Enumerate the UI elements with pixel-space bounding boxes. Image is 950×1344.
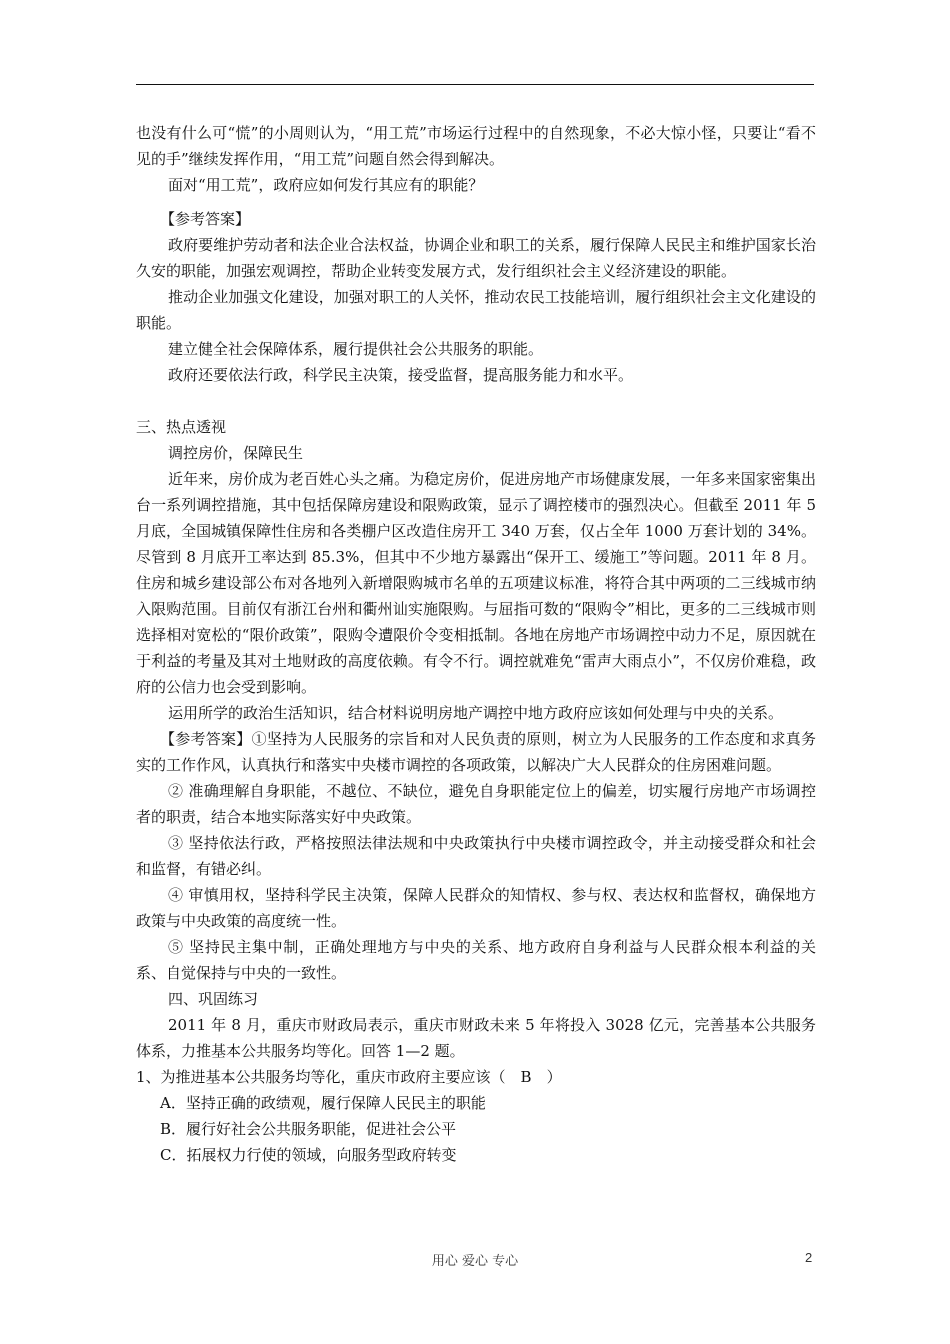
answer-paragraph: 政府还要依法行政，科学民主决策，接受监督，提高服务能力和水平。 xyxy=(168,366,634,384)
section-heading-hotspot: 三、热点透视 xyxy=(136,418,227,436)
answer-paragraph: 推动企业加强文化建设，加强对职工的人关怀，推动农民工技能培训，履行组织社会主文化建设的职能。 xyxy=(136,288,816,332)
page-footer xyxy=(0,1250,950,1270)
page-number: 2 xyxy=(805,1250,813,1265)
question-stem: 1、为推进基本公共服务均等化，重庆市政府主要应该（ B ） xyxy=(136,1068,562,1086)
answer-paragraph: 政府要维护劳动者和法企业合法权益，协调企业和职工的关系，履行保障人民民主和维护国家长治久安的职能，加强宏观调控，帮助企业转变发展方式，发行组织社会主义经济建设的职能。 xyxy=(136,236,816,280)
answer-point-5: ⑤ 坚持民主集中制，正确处理地方与中央的关系、地方政府自身利益与人民群众根本利益的关系、自觉保持与中央的一致性。 xyxy=(136,938,816,982)
answer-paragraph: 建立健全社会保障体系，履行提供社会公共服务的职能。 xyxy=(168,340,544,358)
practice-intro: 2011 年 8 月，重庆市财政局表示，重庆市财政未来 5 年将投入 3028 亿元，完善基本公共服务体系，力推基本公共服务均等化。回答 1—2 题。 xyxy=(136,1016,816,1060)
footer-motto: 用心 爱心 专心 xyxy=(431,1254,519,1269)
option-a: A．坚持正确的政绩观，履行保障人民民主的职能 xyxy=(160,1094,486,1112)
answer-paragraph: 【参考答案】①坚持为人民服务的宗旨和对人民负责的原则，树立为人民服务的工作态度和求真务实的工作作风，认真执行和落实中央楼市调控的各项政策，以解决广大人民群众的住房困难问题。 xyxy=(136,730,816,774)
header-rule xyxy=(136,84,814,85)
answer-point-2: ② 准确理解自身职能，不越位、不缺位，避免自身职能定位上的偏差，切实履行房地产市场调控者的职责，结合本地实际落实好中央政策。 xyxy=(136,782,816,826)
hotspot-title: 调控房价，保障民生 xyxy=(168,444,304,462)
option-b: B．履行好社会公共服务职能，促进社会公平 xyxy=(160,1120,457,1138)
option-c: C．拓展权力行使的领域，向服务型政府转变 xyxy=(160,1146,457,1164)
question-prompt: 面对“用工荒”，政府应如何发行其应有的职能？ xyxy=(168,176,484,194)
material-paragraph: 近年来，房价成为老百姓心头之痛。为稳定房价，促进房地产市场健康发展，一年多来国家密集出台一系列调控措施，其中包括保障房建设和限购政策，显示了调控楼市的强烈决心。但截至 2011 年 5 月底，全国城镇保障性住房和各类棚户区改造住房开工 340 万套，仅占全年 1000 万套计划的 34%。尽管到 8 月底开工率达到 85.3%，但其中不少地方暴露出“保开工、缓施工”等问题。2011 年 8 月。住房和城乡建设部公布对各地列入新增限购城市名单的五项建议标准，将符合其中两项的二三线城市纳入限购范围。目前仅有浙江台州和衢州讪实施限购。与屈指可数的“限购令”相比，更多的二三线城市则选择相对宽松的“限价政策”，限购令遭限价令变相抵制。各地在房地产市场调控中动力不足，原因就在于利益的考量及其对土地财政的高度依赖。有令不行。调控就难免“雷声大雨点小”，不仅房价难稳，政府的公信力也会受到影响。 xyxy=(136,470,816,696)
question-prompt: 运用所学的政治生活知识，结合材料说明房地产调控中地方政府应该如何处理与中央的关系。 xyxy=(168,704,784,722)
answer-point-4: ④ 审慎用权，坚持科学民主决策，保障人民群众的知情权、参与权、表达权和监督权，确保地方政策与中央政策的高度统一性。 xyxy=(136,886,816,930)
paragraph-continuation: 也没有什么可“慌”的小周则认为，“用工荒”市场运行过程中的自然现象，不必大惊小怪，只要让“看不见的手”继续发挥作用，“用工荒”问题自然会得到解决。 xyxy=(136,124,816,168)
section-heading-practice: 四、巩固练习 xyxy=(168,990,259,1008)
answer-point-3: ③ 坚持依法行政，严格按照法律法规和中央政策执行中央楼市调控政令，并主动接受群众和社会和监督，有错必纠。 xyxy=(136,834,816,878)
document-body xyxy=(136,120,816,1168)
answer-heading: 【参考答案】 xyxy=(160,210,251,228)
